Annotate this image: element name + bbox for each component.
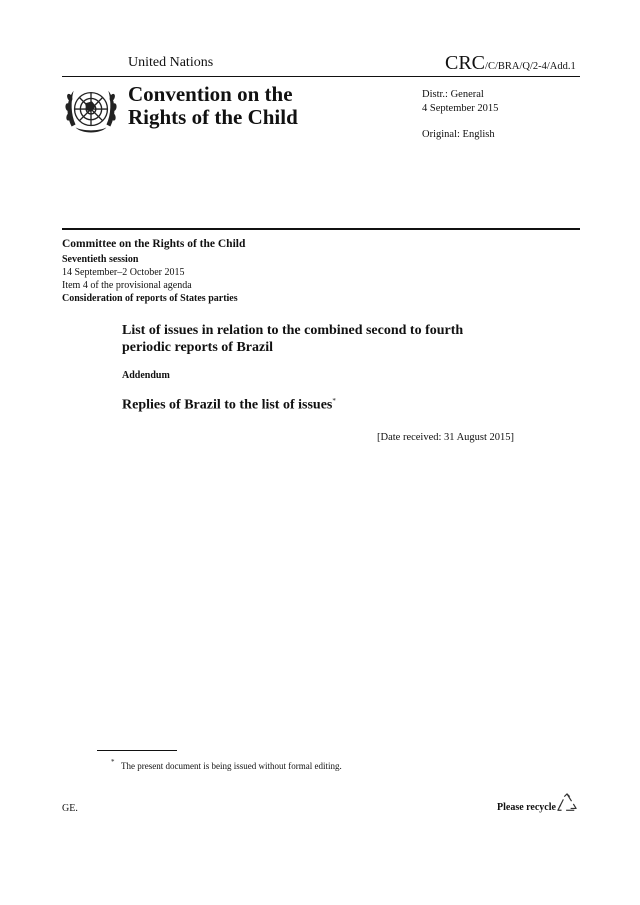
- title-line-1: Convention on the: [128, 82, 293, 106]
- title-line-2: Rights of the Child: [128, 105, 298, 129]
- recycle-icon: [556, 793, 578, 813]
- footnote-rule: [97, 750, 177, 751]
- convention-title: [128, 83, 298, 129]
- organization-name: United Nations: [128, 55, 214, 70]
- document-symbol: [445, 52, 576, 75]
- replies-heading: [122, 397, 336, 414]
- subject-line-2: periodic reports of Brazil: [122, 340, 273, 355]
- committee-name: Committee on the Rights of the Child: [62, 238, 246, 250]
- footnote-text: The present document is being issued without formal editing.: [121, 761, 342, 771]
- agenda-item: Item 4 of the provisional agenda: [62, 280, 192, 291]
- footnote-reference[interactable]: *: [332, 397, 336, 405]
- subject-line-1: List of issues in relation to the combined second to fourth: [122, 323, 464, 338]
- footnote-mark: *: [111, 758, 115, 766]
- replies-text: Replies of Brazil to the list of issues: [122, 397, 333, 413]
- un-emblem-icon: [62, 82, 120, 140]
- section-rule: [62, 228, 580, 230]
- distribution: Distr.: General: [422, 89, 484, 100]
- agenda-consideration: Consideration of reports of States parties: [62, 293, 238, 304]
- header-rule: [62, 76, 580, 77]
- date-received: [Date received: 31 August 2015]: [377, 432, 515, 443]
- session-name: Seventieth session: [62, 254, 139, 265]
- addendum-label: Addendum: [122, 370, 170, 381]
- issue-date: 4 September 2015: [422, 103, 499, 114]
- symbol-main: CRC: [445, 52, 486, 74]
- recycle-label: Please recycle: [497, 802, 556, 813]
- job-number: GE.: [62, 803, 78, 814]
- session-dates: 14 September–2 October 2015: [62, 267, 185, 278]
- session-info: [62, 253, 238, 305]
- distribution-block: [422, 88, 498, 116]
- original-language: Original: English: [422, 129, 495, 140]
- symbol-suffix: /C/BRA/Q/2-4/Add.1: [485, 61, 576, 72]
- document-subject: [122, 322, 522, 356]
